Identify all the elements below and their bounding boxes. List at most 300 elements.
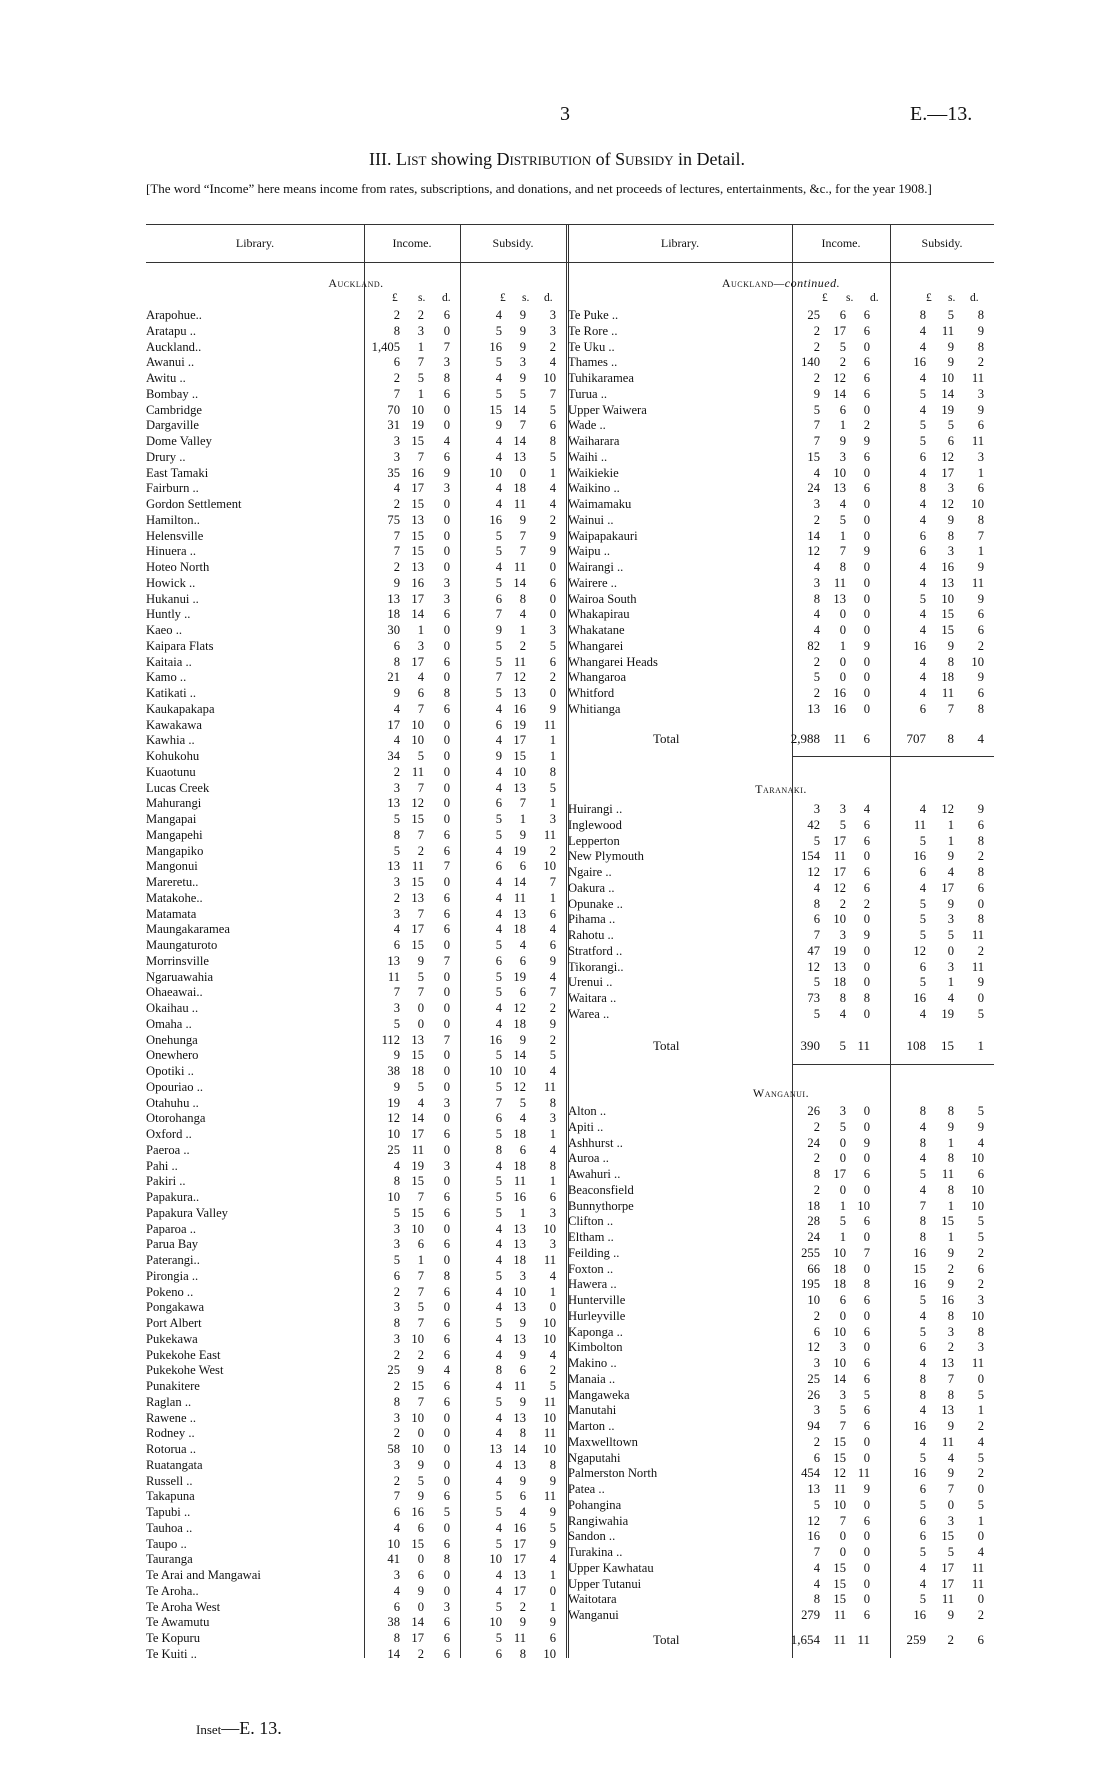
table-row [568, 324, 994, 340]
library-name: Palmerston North [568, 1466, 658, 1481]
income-pence: 2 [863, 896, 870, 911]
library-name: Awanui .. [146, 355, 195, 370]
table-row [568, 1246, 994, 1262]
page-title [0, 149, 1114, 170]
income-pounds: 42 [807, 817, 820, 832]
income-pence: 0 [863, 1230, 870, 1244]
subsidy-shillings: 3 [947, 1324, 954, 1339]
income-pence: 6 [863, 1608, 870, 1622]
subsidy-pounds: 8 [495, 1363, 502, 1378]
income-pounds: 2 [813, 1119, 820, 1134]
subsidy-pence: 10 [543, 1221, 556, 1236]
income-shillings: 15 [833, 1450, 846, 1465]
income-shillings: 2 [417, 308, 424, 322]
subsidy-shillings: 13 [513, 1237, 526, 1252]
income-shillings: 0 [839, 607, 846, 622]
income-pence: 0 [443, 969, 450, 984]
subsidy-pence: 11 [971, 959, 984, 974]
income-pence: 6 [863, 386, 870, 401]
income-pence: 0 [443, 1473, 450, 1488]
subsidy-shillings: 8 [519, 591, 526, 606]
income-pence: 0 [863, 959, 870, 974]
income-shillings: 7 [417, 1190, 424, 1204]
income-pounds: 255 [801, 1245, 820, 1260]
subsidy-pence: 11 [543, 717, 556, 732]
subsidy-pence: 1 [549, 1127, 556, 1141]
income-pounds: 34 [387, 749, 400, 763]
subsidy-pence: 10 [543, 1410, 556, 1425]
income-shillings: 4 [839, 1006, 846, 1021]
library-name: Pukekohe East [146, 1347, 221, 1362]
subsidy-shillings: 12 [513, 1079, 526, 1094]
income-pounds: 3 [393, 875, 400, 889]
table-row [568, 1293, 994, 1309]
income-shillings: 17 [833, 833, 846, 848]
income-pounds: 3 [813, 575, 820, 590]
subsidy-shillings: 8 [947, 1151, 954, 1166]
income-shillings: 0 [417, 1016, 424, 1031]
library-name: Te Uku .. [568, 339, 615, 354]
table-row [568, 1262, 994, 1278]
library-name: Mangonui [146, 859, 198, 874]
auckland-table-right [568, 308, 994, 718]
table-row [568, 607, 994, 623]
income-pounds: 3 [813, 802, 820, 816]
subsidy-pence: 9 [977, 402, 984, 417]
library-name: Rodney .. [146, 1426, 195, 1441]
library-name: Ngaire .. [568, 865, 612, 879]
subsidy-pence: 2 [977, 1245, 984, 1260]
income-shillings: 1 [839, 418, 846, 433]
table-row [568, 544, 994, 560]
library-name: Opotiki .. [146, 1064, 194, 1078]
subsidy-pence: 9 [977, 1119, 984, 1134]
table-row [568, 1608, 994, 1624]
income-pence: 0 [443, 560, 450, 574]
subsidy-pounds: 4 [495, 875, 502, 889]
income-pounds: 18 [807, 1198, 820, 1213]
income-pence: 3 [443, 481, 450, 496]
subsidy-pounds: 4 [495, 1473, 502, 1488]
income-pounds: 8 [393, 323, 400, 338]
table-row [146, 434, 566, 450]
subsidy-pounds: 6 [495, 859, 502, 874]
income-pence: 0 [863, 497, 870, 511]
income-pence: 0 [443, 1520, 450, 1535]
table-row [146, 765, 566, 781]
header-subsidy-right: Subsidy. [921, 236, 963, 250]
subsidy-pounds: 4 [495, 701, 502, 716]
library-name: Lucas Creek [146, 780, 210, 795]
library-name: Feilding .. [568, 1245, 620, 1260]
subsidy-pence: 5 [549, 1379, 556, 1393]
table-row [568, 1120, 994, 1136]
library-name: Kamo .. [146, 670, 187, 685]
income-pounds: 13 [807, 1482, 820, 1496]
income-shillings: 3 [417, 323, 424, 338]
income-pounds: 10 [387, 1190, 400, 1204]
income-pence: 6 [443, 1394, 450, 1409]
library-name: Eltham .. [568, 1230, 614, 1244]
income-shillings: 5 [839, 512, 846, 527]
table-row [146, 1568, 566, 1584]
income-shillings: 3 [839, 802, 846, 816]
subsidy-pounds: 4 [919, 654, 926, 669]
taranaki-total-rule [792, 1064, 994, 1065]
income-pence: 6 [443, 607, 450, 622]
table-row [146, 1285, 566, 1301]
subsidy-pence: 9 [977, 802, 984, 816]
document-reference: E.—13. [910, 103, 973, 125]
table-row [146, 1631, 566, 1647]
library-name: Maungakaramea [146, 922, 230, 937]
library-name: Mangapehi [146, 827, 203, 842]
table-row [568, 1372, 994, 1388]
income-pence: 6 [443, 1379, 450, 1393]
subsidy-shillings: 14 [513, 575, 526, 590]
table-row [146, 1174, 566, 1190]
table-row [146, 371, 566, 387]
table-row [146, 970, 566, 986]
subsidy-pounds: 4 [919, 560, 926, 574]
subsidy-pounds: 6 [919, 1340, 926, 1355]
subsidy-pounds: 8 [919, 1135, 926, 1150]
income-pence: 0 [863, 1576, 870, 1591]
subsidy-shillings: 12 [941, 802, 954, 816]
income-shillings: 7 [417, 1268, 424, 1283]
library-name: Pahi .. [146, 1158, 178, 1173]
income-pounds: 4 [393, 1158, 400, 1173]
table-row [568, 1199, 994, 1215]
income-shillings: 5 [839, 1214, 846, 1229]
subsidy-shillings: 18 [513, 481, 526, 496]
table-row [568, 403, 994, 419]
subsidy-shillings: 2 [947, 1340, 954, 1355]
table-row [146, 497, 566, 513]
library-name: Hukanui .. [146, 591, 199, 606]
table-row [146, 733, 566, 749]
subsidy-pounds: 5 [919, 386, 926, 401]
income-shillings: 17 [411, 654, 424, 669]
subsidy-pence: 5 [977, 1230, 984, 1244]
library-name: Opouriao .. [146, 1079, 204, 1094]
table-row [568, 1007, 994, 1023]
income-pence: 0 [443, 764, 450, 779]
table-row [146, 607, 566, 623]
table-row [568, 1577, 994, 1593]
income-shillings: 14 [411, 1111, 424, 1126]
subsidy-pence: 9 [549, 701, 556, 716]
income-pence: 0 [443, 938, 450, 952]
income-pounds: 4 [393, 1583, 400, 1598]
income-shillings: 7 [417, 1316, 424, 1330]
table-row [568, 1498, 994, 1514]
income-pounds: 7 [393, 528, 400, 543]
income-shillings: 1 [417, 623, 424, 637]
income-pounds: 7 [393, 1489, 400, 1504]
subsidy-pence: 1 [549, 890, 556, 905]
income-pence: 0 [443, 670, 450, 685]
table-row [568, 1482, 994, 1498]
library-name: Huntly .. [146, 607, 191, 622]
income-pence: 0 [863, 1104, 870, 1118]
subsidy-shillings: 11 [513, 1631, 526, 1645]
table-row [568, 1514, 994, 1530]
income-shillings: 6 [839, 1293, 846, 1307]
subsidy-shillings: 2 [519, 638, 526, 653]
income-shillings: 10 [411, 1410, 424, 1425]
income-pounds: 7 [813, 1545, 820, 1559]
income-pounds: 12 [807, 865, 820, 879]
income-pence: 3 [443, 355, 450, 370]
income-shillings: 12 [411, 796, 424, 811]
subsidy-pounds: 4 [919, 1308, 926, 1323]
income-pounds: 3 [393, 1237, 400, 1252]
table-row [568, 576, 994, 592]
income-shillings: 15 [411, 938, 424, 952]
income-shillings: 5 [839, 339, 846, 354]
subsidy-shillings: 8 [519, 1646, 526, 1661]
table-row [146, 1474, 566, 1490]
table-row [146, 513, 566, 529]
section-continued-label: —continued. [773, 276, 841, 290]
income-pounds: 41 [387, 1552, 400, 1567]
income-shillings: 9 [417, 1457, 424, 1472]
income-pence: 4 [443, 434, 450, 448]
subsidy-pence: 4 [549, 1347, 556, 1362]
income-shillings: 17 [411, 922, 424, 937]
income-pence: 0 [863, 1529, 870, 1544]
income-pence: 8 [443, 371, 450, 385]
income-pence: 6 [443, 449, 450, 464]
subsidy-pounds: 16 [913, 991, 926, 1005]
table-row [568, 481, 994, 497]
library-name: Wade .. [568, 418, 606, 433]
pence-symbol: d. [442, 292, 451, 304]
subsidy-shillings: 5 [947, 1545, 954, 1559]
income-pence: 3 [443, 1158, 450, 1173]
subsidy-pence: 9 [549, 1615, 556, 1630]
income-shillings: 15 [411, 1048, 424, 1063]
table-row [568, 975, 994, 991]
subsidy-shillings: 17 [941, 465, 954, 480]
income-pence: 0 [863, 943, 870, 958]
library-name: Whangarei [568, 638, 624, 653]
table-row [568, 655, 994, 671]
income-shillings: 0 [839, 670, 846, 685]
library-name: Rotorua .. [146, 1442, 197, 1456]
subsidy-pence: 8 [977, 912, 984, 927]
subsidy-pounds: 4 [919, 512, 926, 527]
income-pence: 8 [863, 991, 870, 1005]
income-pence: 0 [443, 1001, 450, 1015]
library-name: Hamilton.. [146, 512, 200, 527]
subsidy-pounds: 6 [495, 796, 502, 811]
library-name: Parua Bay [146, 1237, 199, 1252]
income-pounds: 14 [807, 528, 820, 543]
income-pounds: 25 [387, 1142, 400, 1157]
subsidy-pounds: 10 [489, 1064, 502, 1078]
library-name: Manaia .. [568, 1371, 616, 1386]
income-pence: 6 [863, 481, 870, 496]
subsidy-pounds: 4 [495, 1426, 502, 1441]
income-pence: 0 [443, 1253, 450, 1267]
subsidy-pence: 7 [549, 386, 556, 401]
income-pounds: 6 [393, 1268, 400, 1283]
library-name: New Plymouth [568, 849, 644, 864]
income-shillings: 1 [417, 386, 424, 401]
income-shillings: 13 [411, 890, 424, 905]
subsidy-pounds: 5 [919, 975, 926, 990]
income-pence: 5 [863, 1387, 870, 1402]
income-pounds: 35 [387, 465, 400, 480]
subsidy-shillings: 11 [941, 1167, 954, 1181]
table-row [568, 818, 994, 834]
subsidy-pounds: 4 [495, 560, 502, 574]
table-row [568, 1277, 994, 1293]
subsidy-pence: 0 [549, 686, 556, 700]
subsidy-shillings: 19 [513, 969, 526, 984]
subsidy-shillings: 3 [519, 355, 526, 370]
subsidy-pence: 11 [971, 575, 984, 590]
library-name: Matakohe.. [146, 890, 203, 905]
table-row [146, 560, 566, 576]
income-shillings: 0 [417, 1599, 424, 1614]
library-name: Waiharara [568, 434, 620, 448]
subsidy-shillings: 4 [519, 607, 526, 622]
subsidy-pence: 0 [977, 1529, 984, 1544]
table-row [146, 592, 566, 608]
subsidy-pounds: 15 [913, 1261, 926, 1276]
income-pounds: 5 [813, 670, 820, 685]
subsidy-pence: 10 [543, 1331, 556, 1346]
income-shillings: 17 [411, 591, 424, 606]
subsidy-pounds: 5 [495, 1489, 502, 1504]
subsidy-pence: 0 [549, 591, 556, 606]
table-row [146, 1584, 566, 1600]
library-name: Mahurangi [146, 796, 202, 811]
income-pence: 0 [443, 1426, 450, 1441]
subsidy-shillings: 1 [519, 623, 526, 637]
subsidy-pounds: 4 [919, 497, 926, 511]
income-pence: 0 [443, 812, 450, 826]
income-shillings: 15 [411, 812, 424, 826]
subsidy-shillings: 8 [947, 1308, 954, 1323]
subsidy-shillings: 11 [513, 497, 526, 511]
income-pence: 0 [443, 497, 450, 511]
income-pounds: 3 [813, 1356, 820, 1370]
table-row [146, 1600, 566, 1616]
subsidy-pounds: 8 [495, 1142, 502, 1157]
income-pence: 0 [863, 1308, 870, 1323]
library-name: Waitotara [568, 1592, 617, 1607]
income-shillings: 17 [411, 1631, 424, 1645]
income-pence: 0 [863, 575, 870, 590]
table-top-rule [146, 224, 994, 225]
income-pence: 7 [443, 339, 450, 354]
subsidy-pounds: 6 [919, 959, 926, 974]
table-row [568, 371, 994, 387]
income-shillings: 5 [417, 969, 424, 984]
table-row [146, 702, 566, 718]
subsidy-pence: 5 [549, 780, 556, 795]
subsidy-shillings: 8 [519, 1426, 526, 1441]
income-pounds: 26 [807, 1104, 820, 1118]
income-pence: 6 [443, 308, 450, 322]
subsidy-pence: 11 [543, 1079, 556, 1094]
income-shillings: 9 [417, 1583, 424, 1598]
table-row [146, 954, 566, 970]
income-pounds: 6 [813, 1324, 820, 1339]
section-wanganui: Wanganui. [752, 1086, 810, 1100]
subsidy-pounds: 4 [919, 575, 926, 590]
library-name: Fairburn .. [146, 481, 199, 496]
income-pence: 2 [863, 418, 870, 433]
subsidy-pence: 1 [549, 1599, 556, 1614]
income-pence: 0 [863, 1560, 870, 1575]
table-row [568, 1309, 994, 1325]
income-pence: 9 [863, 434, 870, 448]
subsidy-shillings: 10 [941, 591, 954, 606]
income-pounds: 2 [393, 371, 400, 385]
income-pounds: 2 [813, 654, 820, 669]
auckland-total-row [568, 731, 994, 747]
subsidy-pence: 7 [549, 875, 556, 889]
library-name: Aratapu .. [146, 323, 197, 338]
income-pence: 0 [443, 1064, 450, 1078]
subsidy-pence: 5 [977, 1214, 984, 1229]
income-pence: 0 [443, 1568, 450, 1582]
table-row [568, 1529, 994, 1545]
library-name: Te Puke .. [568, 308, 619, 322]
subsidy-pence: 2 [549, 1363, 556, 1378]
income-pence: 0 [443, 1142, 450, 1157]
income-pence: 0 [863, 1119, 870, 1134]
table-row [146, 387, 566, 403]
subsidy-pence: 9 [549, 1536, 556, 1551]
income-pence: 0 [863, 1261, 870, 1276]
subsidy-shillings: 6 [519, 985, 526, 1000]
subsidy-shillings: 15 [941, 1529, 954, 1544]
income-pounds: 7 [393, 544, 400, 559]
title-distribution: Distribution [496, 149, 592, 169]
subsidy-pence: 9 [977, 560, 984, 574]
income-shillings: 11 [833, 575, 846, 590]
subsidy-shillings: 18 [513, 922, 526, 937]
subsidy-pence: 8 [977, 512, 984, 527]
subsidy-shillings: 10 [513, 764, 526, 779]
income-shillings: 16 [833, 686, 846, 700]
subsidy-pounds: 10 [489, 465, 502, 480]
table-row [568, 1466, 994, 1482]
library-name: Sandon .. [568, 1529, 616, 1544]
income-pounds: 2 [393, 560, 400, 574]
subsidy-pence: 11 [971, 434, 984, 448]
income-pence: 0 [863, 465, 870, 480]
table-row [146, 1096, 566, 1112]
income-shillings: 2 [839, 896, 846, 911]
subsidy-pounds: 4 [495, 764, 502, 779]
income-shillings: 17 [833, 323, 846, 338]
subsidy-pounds: 5 [919, 434, 926, 448]
subsidy-shillings: 2 [947, 1261, 954, 1276]
income-shillings: 1 [839, 1198, 846, 1213]
subsidy-pounds: 15 [489, 402, 502, 417]
subsidy-pounds: 5 [919, 1324, 926, 1339]
subsidy-shillings: 19 [513, 717, 526, 732]
subsidy-pence: 1 [549, 796, 556, 811]
subsidy-pounds: 4 [495, 1583, 502, 1598]
